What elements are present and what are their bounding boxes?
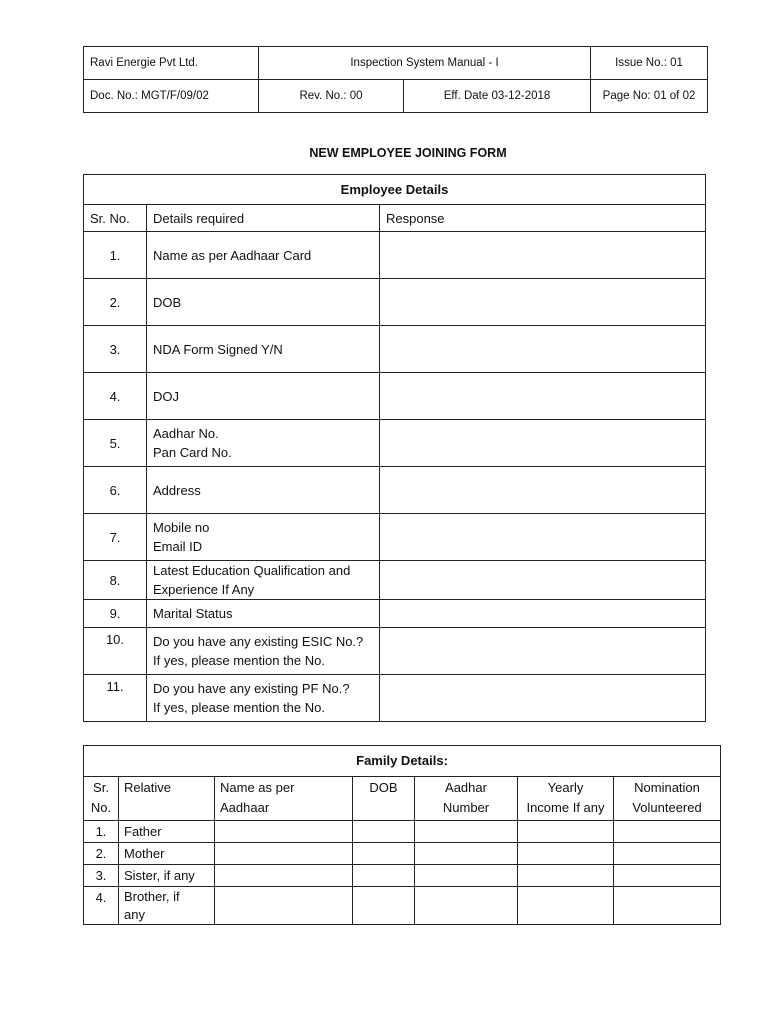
- response-cell[interactable]: [380, 279, 706, 326]
- row-number: 4.: [84, 373, 147, 420]
- nomination-cell[interactable]: [614, 887, 721, 925]
- row-number: 3.: [84, 865, 119, 887]
- employee-section-title: Employee Details: [84, 175, 706, 205]
- income-cell[interactable]: [518, 821, 614, 843]
- response-cell[interactable]: [380, 675, 706, 722]
- row-number: 5.: [84, 420, 147, 467]
- row-number: 9.: [84, 600, 147, 628]
- table-row: [84, 514, 706, 561]
- manual-title: Inspection System Manual - I: [259, 47, 591, 80]
- dob-cell[interactable]: [353, 843, 415, 865]
- income-cell[interactable]: [518, 887, 614, 925]
- relative-label: Sister, if any: [119, 865, 215, 887]
- detail-label: Address: [147, 467, 380, 514]
- detail-label: Do you have any existing PF No.? If yes, please mention the No.: [147, 675, 380, 722]
- detail-label: DOJ: [147, 373, 380, 420]
- detail-label: Do you have any existing ESIC No.? If yes, please mention the No.: [147, 628, 380, 675]
- detail-label: Name as per Aadhaar Card: [147, 232, 380, 279]
- aadhar-cell[interactable]: [415, 887, 518, 925]
- response-cell[interactable]: [380, 561, 706, 600]
- row-number: 3.: [84, 326, 147, 373]
- response-cell[interactable]: [380, 373, 706, 420]
- relative-label: Father: [119, 821, 215, 843]
- column-header-relative: Relative: [119, 777, 215, 821]
- column-header-dob: DOB: [353, 777, 415, 821]
- row-number: 2.: [84, 843, 119, 865]
- relative-label: Brother, if any: [119, 887, 215, 925]
- detail-label: Latest Education Qualification and Experience If Any: [147, 561, 380, 600]
- income-cell[interactable]: [518, 843, 614, 865]
- row-number: 6.: [84, 467, 147, 514]
- page-number: Page No: 01 of 02: [591, 80, 708, 113]
- aadhar-cell[interactable]: [415, 843, 518, 865]
- aadhar-cell[interactable]: [415, 821, 518, 843]
- company-name: Ravi Energie Pvt Ltd.: [84, 47, 259, 80]
- column-header-sr-no: Sr. No.: [84, 205, 147, 232]
- detail-label: NDA Form Signed Y/N: [147, 326, 380, 373]
- column-header-response: Response: [380, 205, 706, 232]
- dob-cell[interactable]: [353, 887, 415, 925]
- dob-cell[interactable]: [353, 821, 415, 843]
- column-header-income: Yearly Income If any: [518, 777, 614, 821]
- response-cell[interactable]: [380, 514, 706, 561]
- document-header-table: [83, 46, 708, 113]
- detail-label: DOB: [147, 279, 380, 326]
- income-cell[interactable]: [518, 865, 614, 887]
- table-row: [84, 821, 721, 843]
- effective-date: Eff. Date 03-12-2018: [404, 80, 591, 113]
- name-cell[interactable]: [215, 821, 353, 843]
- table-row: [84, 420, 706, 467]
- column-header-sr-no: Sr. No.: [84, 777, 119, 821]
- form-title: NEW EMPLOYEE JOINING FORM: [309, 146, 507, 160]
- row-number: 4.: [84, 887, 119, 925]
- response-cell[interactable]: [380, 326, 706, 373]
- column-header-name: Name as per Aadhaar: [215, 777, 353, 821]
- row-number: 10.: [84, 628, 147, 675]
- relative-label: Mother: [119, 843, 215, 865]
- table-row: [84, 887, 721, 925]
- revision-number: Rev. No.: 00: [259, 80, 404, 113]
- row-number: 11.: [84, 675, 147, 722]
- table-row: [84, 232, 706, 279]
- family-section-title: Family Details:: [84, 746, 721, 777]
- column-header-nomination: Nomination Volunteered: [614, 777, 721, 821]
- dob-cell[interactable]: [353, 865, 415, 887]
- document-number: Doc. No.: MGT/F/09/02: [84, 80, 259, 113]
- table-row: [84, 326, 706, 373]
- nomination-cell[interactable]: [614, 865, 721, 887]
- name-cell[interactable]: [215, 843, 353, 865]
- detail-label: Mobile no Email ID: [147, 514, 380, 561]
- row-number: 1.: [84, 232, 147, 279]
- response-cell[interactable]: [380, 420, 706, 467]
- issue-number: Issue No.: 01: [591, 47, 708, 80]
- employee-details-table: [83, 174, 706, 722]
- detail-label: Aadhar No. Pan Card No.: [147, 420, 380, 467]
- column-header-aadhar: Aadhar Number: [415, 777, 518, 821]
- row-number: 8.: [84, 561, 147, 600]
- table-row: [84, 279, 706, 326]
- row-number: 2.: [84, 279, 147, 326]
- table-row: [84, 628, 706, 675]
- row-number: 1.: [84, 821, 119, 843]
- table-row: [84, 467, 706, 514]
- table-row: [84, 561, 706, 600]
- nomination-cell[interactable]: [614, 821, 721, 843]
- nomination-cell[interactable]: [614, 843, 721, 865]
- table-row: [84, 865, 721, 887]
- table-row: [84, 373, 706, 420]
- aadhar-cell[interactable]: [415, 865, 518, 887]
- table-row: [84, 675, 706, 722]
- response-cell[interactable]: [380, 467, 706, 514]
- response-cell[interactable]: [380, 600, 706, 628]
- table-row: [84, 600, 706, 628]
- table-row: [84, 843, 721, 865]
- response-cell[interactable]: [380, 232, 706, 279]
- name-cell[interactable]: [215, 887, 353, 925]
- row-number: 7.: [84, 514, 147, 561]
- column-header-details: Details required: [147, 205, 380, 232]
- family-details-table: [83, 745, 721, 925]
- response-cell[interactable]: [380, 628, 706, 675]
- name-cell[interactable]: [215, 865, 353, 887]
- detail-label: Marital Status: [147, 600, 380, 628]
